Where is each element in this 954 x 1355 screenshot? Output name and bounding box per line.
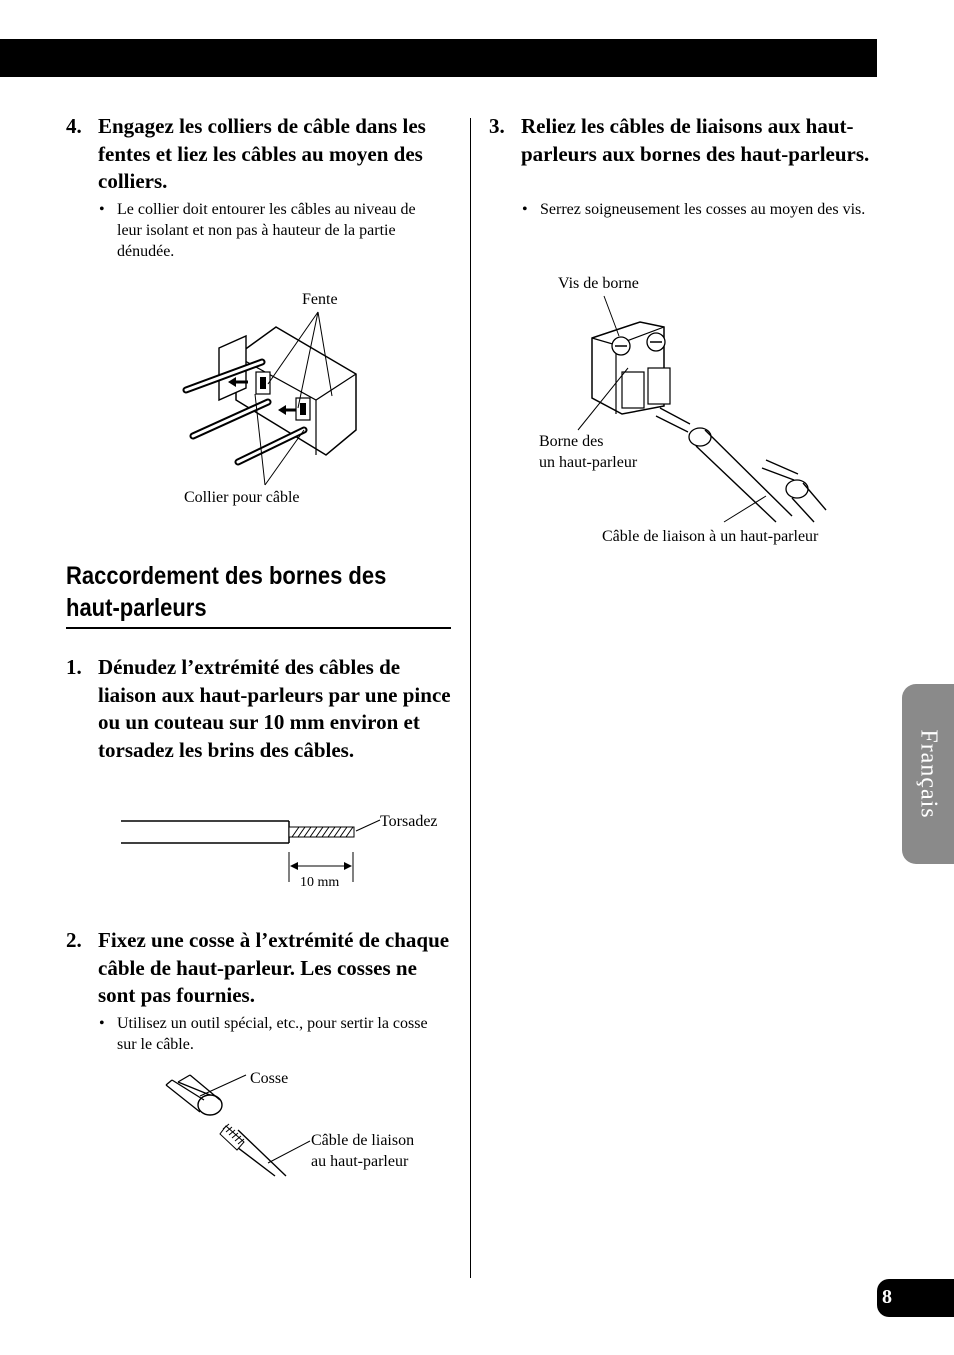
label-terminal-screw: Vis de borne bbox=[558, 275, 639, 292]
step-text: Dénudez l’extrémité des câbles de liaison aux haut-parleurs par une pince ou un couteau sur 10 mm environ et torsadez les brins des câbles. bbox=[98, 655, 451, 762]
bullet-symbol: • bbox=[99, 1015, 105, 1032]
page-number: 8 bbox=[882, 1286, 892, 1308]
section-title: Raccordement des bornes des haut-parleurs bbox=[66, 562, 387, 622]
label-lug-cable-line2: au haut-parleur bbox=[311, 1153, 409, 1170]
label-speaker-cable: Câble de liaison à un haut-parleur bbox=[602, 528, 819, 545]
bullet-symbol: • bbox=[522, 201, 528, 218]
label-terminal-line2: un haut-parleur bbox=[539, 454, 638, 471]
label-lug-cable-line1: Câble de liaison bbox=[311, 1132, 415, 1149]
label-dimension: 10 mm bbox=[300, 875, 340, 890]
label-slot: Fente bbox=[302, 291, 338, 308]
step-number: 3. bbox=[489, 114, 505, 138]
step-text: Engagez les colliers de câble dans les fentes et liez les câbles au moyen des colliers. bbox=[98, 114, 426, 193]
label-cable-collar: Collier pour câble bbox=[184, 489, 300, 506]
step-3 bbox=[489, 113, 874, 168]
note-text: Utilisez un outil spécial, etc., pour sertir la cosse sur le câble. bbox=[117, 1015, 428, 1053]
step-2-note bbox=[99, 1013, 444, 1055]
language-label: Français bbox=[915, 729, 942, 819]
step-3-note bbox=[522, 199, 867, 220]
note-text: Serrez soigneusement les cosses au moyen des vis. bbox=[540, 201, 866, 218]
label-terminal-line1: Borne des bbox=[539, 433, 604, 450]
step-number: 1. bbox=[66, 655, 82, 679]
bullet-symbol: • bbox=[99, 201, 105, 218]
step-number: 2. bbox=[66, 928, 82, 952]
step-1 bbox=[66, 654, 452, 764]
section-rule bbox=[66, 627, 451, 629]
label-lug: Cosse bbox=[250, 1070, 289, 1087]
step-text: Reliez les câbles de liaisons aux haut-parleurs aux bornes des haut-parleurs. bbox=[521, 114, 870, 166]
step-number: 4. bbox=[66, 114, 82, 138]
label-twist: Torsadez bbox=[380, 813, 438, 830]
step-text: Fixez une cosse à l’extrémité de chaque câble de haut-parleur. Les cosses ne sont pas fournies. bbox=[98, 928, 450, 1007]
step-2 bbox=[66, 927, 452, 1010]
note-text: Le collier doit entourer les câbles au niveau de leur isolant et non pas à hauteur de la partie dénudée. bbox=[117, 201, 416, 260]
